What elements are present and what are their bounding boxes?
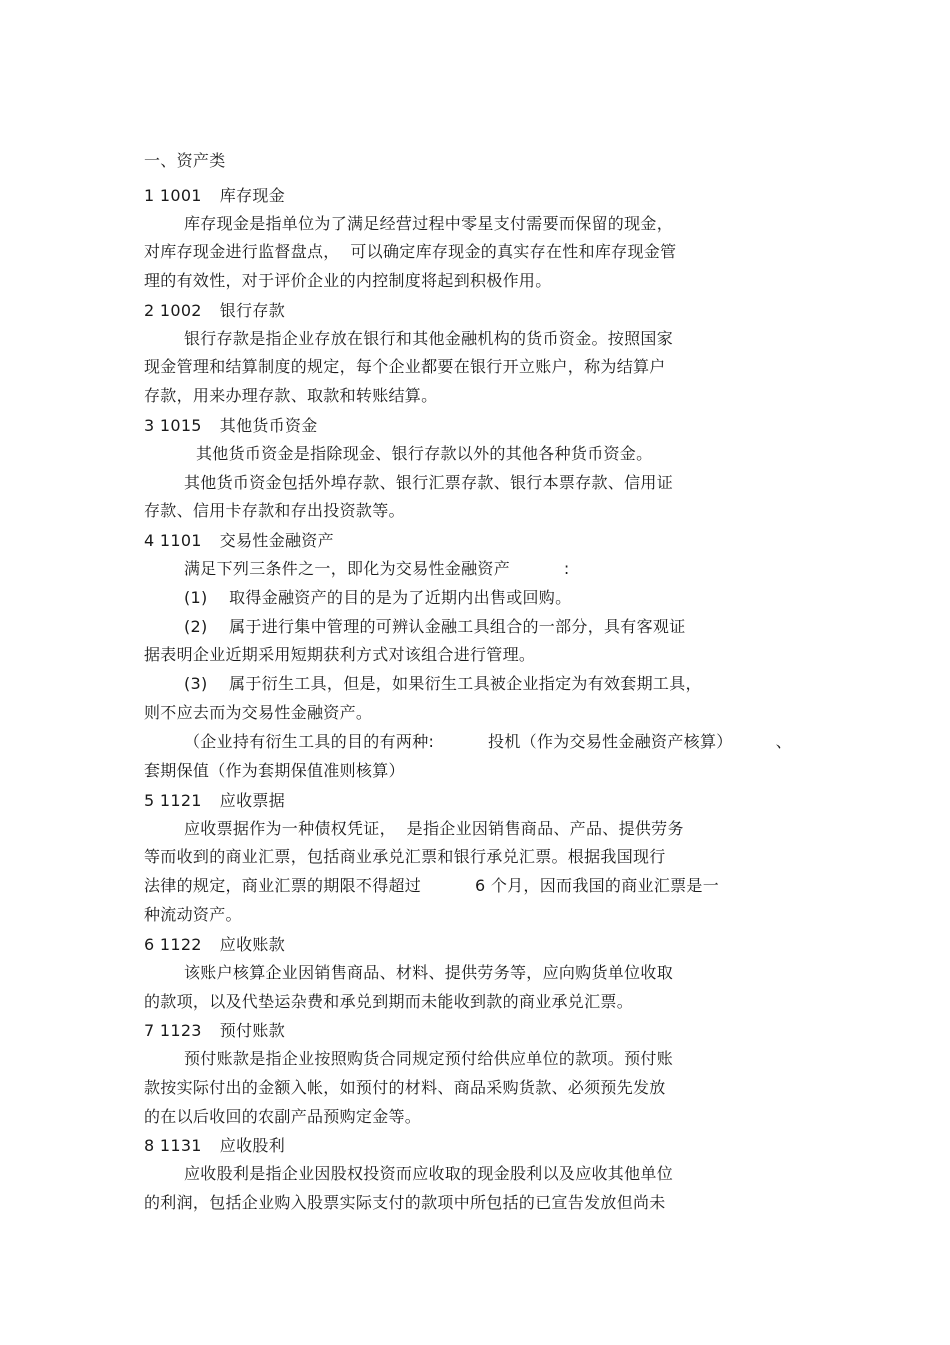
paragraph-line: 应收股利是指企业因股权投资而应收取的现金股利以及应收其他单位: [184, 1164, 674, 1183]
paragraph-line: (1) 取得金融资产的目的是为了近期内出售或回购。: [184, 588, 572, 607]
paragraph-line: 库存现金是指单位为了满足经营过程中零星支付需要而保留的现金，: [184, 214, 674, 233]
entry-name: 银行存款: [219, 301, 285, 320]
paragraph-line: 套期保值（作为套期保值准则核算）: [144, 761, 405, 780]
entry-heading: [144, 1020, 285, 1042]
paragraph-line: 银行存款是指企业存放在银行和其他金融机构的货币资金。按照国家: [184, 329, 674, 348]
paragraph-line: (2) 属于进行集中管理的可辨认金融工具组合的一部分，具有客观证: [184, 617, 686, 636]
entry-name: 库存现金: [219, 186, 285, 205]
paragraph-line: (3) 属于衍生工具，但是，如果衍生工具被企业指定为有效套期工具，: [184, 674, 702, 693]
entry-name: 预付账款: [219, 1021, 285, 1040]
paragraph-line: 对库存现金进行监督盘点， 可以确定库存现金的真实存在性和库存现金管: [144, 242, 677, 261]
entry-heading: [144, 934, 285, 956]
entry-code: 5 1121: [144, 791, 202, 810]
paragraph-line: 现金管理和结算制度的规定，每个企业都要在银行开立账户，称为结算户: [144, 357, 666, 376]
entry-heading: [144, 415, 318, 437]
paragraph-line: 其他货币资金包括外埠存款、银行汇票存款、银行本票存款、信用证: [184, 473, 674, 492]
entry-code: 1 1001: [144, 186, 202, 205]
entry-heading: [144, 300, 285, 322]
paragraph-line: 法律的规定，商业汇票的期限不得超过 6 个月，因而我国的商业汇票是一: [144, 876, 720, 895]
paragraph-line: （企业持有衍生工具的目的有两种: 投机（作为交易性金融资产核算） 、: [184, 732, 792, 751]
entry-name: 应收股利: [219, 1136, 285, 1155]
paragraph-line: 存款、信用卡存款和存出投资款等。: [144, 501, 405, 520]
entry-name: 应收账款: [219, 935, 285, 954]
entry-code: 3 1015: [144, 416, 202, 435]
entry-code: 7 1123: [144, 1021, 202, 1040]
entry-heading: [144, 530, 334, 552]
entry-name: 其他货币资金: [219, 416, 318, 435]
paragraph-line: 的利润，包括企业购入股票实际支付的款项中所包括的已宣告发放但尚未: [144, 1193, 666, 1212]
entry-code: 6 1122: [144, 935, 202, 954]
entry-heading: [144, 790, 285, 812]
paragraph-line: 满足下列三条件之一，即化为交易性金融资产 :: [184, 559, 570, 578]
paragraph-line: 据表明企业近期采用短期获利方式对该组合进行管理。: [144, 645, 536, 664]
paragraph-line: 种流动资产。: [144, 905, 242, 924]
entry-heading: [144, 185, 285, 207]
entry-code: 8 1131: [144, 1136, 202, 1155]
paragraph-line: 存款，用来办理存款、取款和转账结算。: [144, 386, 438, 405]
paragraph-line: 其他货币资金是指除现金、银行存款以外的其他各种货币资金。: [196, 444, 653, 463]
entry-name: 应收票据: [219, 791, 285, 810]
section-title: 一、资产类: [144, 151, 226, 170]
paragraph-line: 的在以后收回的农副产品预购定金等。: [144, 1107, 422, 1126]
paragraph-line: 该账户核算企业因销售商品、材料、提供劳务等，应向购货单位收取: [184, 963, 674, 982]
paragraph-line: 理的有效性，对于评价企业的内控制度将起到积极作用。: [144, 271, 552, 290]
paragraph-line: 的款项，以及代垫运杂费和承兑到期而未能收到款的商业承兑汇票。: [144, 992, 634, 1011]
paragraph-line: 等而收到的商业汇票，包括商业承兑汇票和银行承兑汇票。根据我国现行: [144, 847, 666, 866]
entry-name: 交易性金融资产: [219, 531, 334, 550]
paragraph-line: 预付账款是指企业按照购货合同规定预付给供应单位的款项。预付账: [184, 1049, 674, 1068]
entry-code: 4 1101: [144, 531, 202, 550]
paragraph-line: 则不应去而为交易性金融资产。: [144, 703, 373, 722]
paragraph-line: 款按实际付出的金额入帐，如预付的材料、商品采购货款、必须预先发放: [144, 1078, 666, 1097]
entry-heading: [144, 1135, 285, 1157]
paragraph-line: 应收票据作为一种债权凭证， 是指企业因销售商品、产品、提供劳务: [184, 819, 684, 838]
entry-code: 2 1002: [144, 301, 202, 320]
